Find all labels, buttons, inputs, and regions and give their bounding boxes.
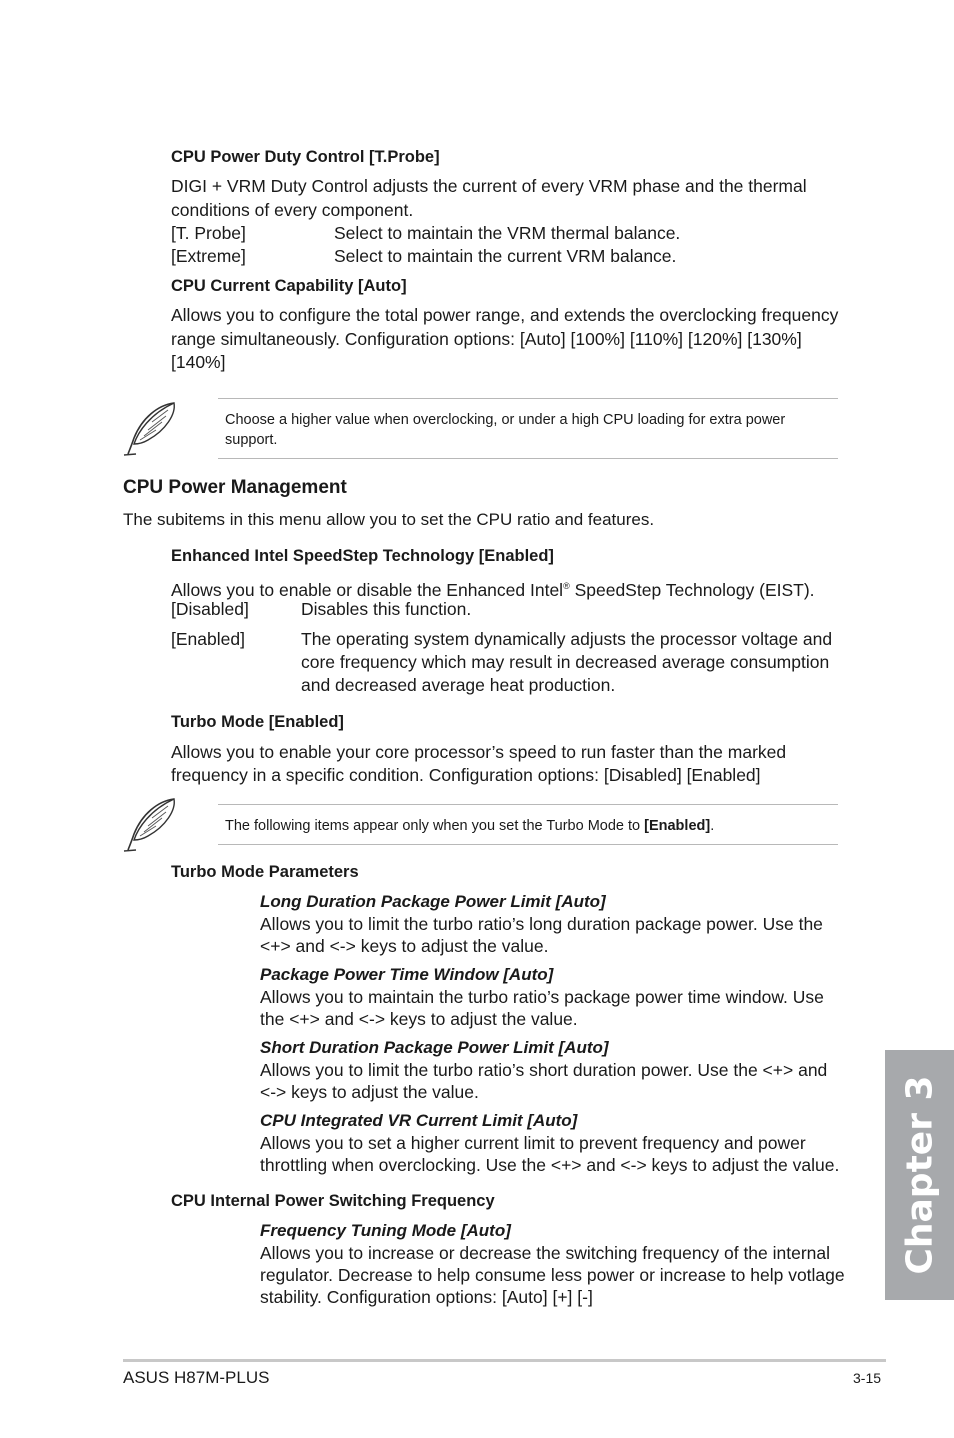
param-title-time-window: Package Power Time Window [Auto] xyxy=(260,965,554,984)
param-desc-frequency-tuning-line2: regulator. Decrease to help consume less power or increase to help votlage xyxy=(260,1265,845,1285)
current-capability-line1: Allows you to configure the total power range, and extends the overclocking frequency xyxy=(171,305,839,325)
note2-text: The following items appear only when you set the Turbo Mode to [Enabled]. xyxy=(225,818,715,834)
duty-control-desc-line2: conditions of every component. xyxy=(171,200,414,220)
param-desc-frequency-tuning-line3: stability. Configuration options: [Auto] [+] [-] xyxy=(260,1287,593,1307)
option-key-tprobe: [T. Probe] xyxy=(171,223,246,243)
note-rule-top xyxy=(218,398,838,399)
param-title-frequency-tuning: Frequency Tuning Mode [Auto] xyxy=(260,1221,511,1240)
footer-page-number: 3-15 xyxy=(853,1370,882,1386)
footer-product-name: ASUS H87M-PLUS xyxy=(123,1368,270,1387)
feather-pen-icon xyxy=(122,400,182,458)
option-key-extreme: [Extreme] xyxy=(171,246,246,266)
param-desc-time-window-line1: Allows you to maintain the turbo ratio’s package power time window. Use xyxy=(260,987,824,1007)
option-value-disabled: Disables this function. xyxy=(301,599,472,619)
eist-desc: Allows you to enable or disable the Enhanced Intel® SpeedStep Technology (EIST). xyxy=(171,579,815,600)
param-desc-vr-current-line2: throttling when overclocking. Use the <+> and <-> keys to adjust the value. xyxy=(260,1155,840,1175)
current-capability-line3: [140%] xyxy=(171,352,226,372)
param-desc-vr-current-line1: Allows you to set a higher current limit to prevent frequency and power xyxy=(260,1133,806,1153)
section-heading-switching-frequency: CPU Internal Power Switching Frequency xyxy=(171,1192,495,1210)
note1-line1: Choose a higher value when overclocking, or under a high CPU loading for extra power xyxy=(225,412,786,428)
section-heading-eist: Enhanced Intel SpeedStep Technology [Enabled] xyxy=(171,547,554,565)
current-capability-line2: range simultaneously. Configuration options: [Auto] [100%] [110%] [120%] [130%] xyxy=(171,329,802,349)
section-heading-duty-control: CPU Power Duty Control [T.Probe] xyxy=(171,148,440,166)
duty-control-desc-line1: DIGI + VRM Duty Control adjusts the current of every VRM phase and the thermal xyxy=(171,176,807,196)
param-desc-short-duration-line1: Allows you to limit the turbo ratio’s short duration power. Use the <+> and xyxy=(260,1060,828,1080)
turbo-mode-line2: frequency in a specific condition. Configuration options: [Disabled] [Enabled] xyxy=(171,765,761,785)
power-management-desc: The subitems in this menu allow you to set the CPU ratio and features. xyxy=(123,510,655,529)
chapter-tab xyxy=(885,1050,954,1300)
option-value-enabled-line2: core frequency which may result in decreased average consumption xyxy=(301,652,830,672)
option-value-tprobe: Select to maintain the VRM thermal balance. xyxy=(334,223,681,243)
section-heading-current-capability: CPU Current Capability [Auto] xyxy=(171,277,407,295)
param-desc-long-duration-line1: Allows you to limit the turbo ratio’s long duration package power. Use the xyxy=(260,914,823,934)
option-value-extreme: Select to maintain the current VRM balance. xyxy=(334,246,677,266)
note1-line2: support. xyxy=(225,432,278,448)
param-desc-time-window-line2: the <+> and <-> keys to adjust the value. xyxy=(260,1009,578,1029)
chapter-tab-label: Chapter 3 xyxy=(899,1075,940,1275)
param-desc-long-duration-line2: <+> and <-> keys to adjust the value. xyxy=(260,936,549,956)
option-value-enabled-line1: The operating system dynamically adjusts the processor voltage and xyxy=(301,629,833,649)
note2-rule-top xyxy=(218,804,838,805)
param-title-vr-current: CPU Integrated VR Current Limit [Auto] xyxy=(260,1111,578,1130)
turbo-mode-line1: Allows you to enable your core processor’s speed to run faster than the marked xyxy=(171,742,787,762)
option-key-disabled: [Disabled] xyxy=(171,599,249,619)
section-heading-power-management: CPU Power Management xyxy=(123,477,347,498)
note-rule-bottom xyxy=(218,458,838,459)
section-heading-turbo-params: Turbo Mode Parameters xyxy=(171,863,359,881)
section-heading-turbo-mode: Turbo Mode [Enabled] xyxy=(171,713,344,731)
option-key-enabled: [Enabled] xyxy=(171,629,245,649)
param-title-long-duration: Long Duration Package Power Limit [Auto] xyxy=(260,892,606,911)
param-desc-frequency-tuning-line1: Allows you to increase or decrease the switching frequency of the internal xyxy=(260,1243,831,1263)
option-value-enabled-line3: and decreased average heat production. xyxy=(301,675,616,695)
param-title-short-duration: Short Duration Package Power Limit [Auto] xyxy=(260,1038,609,1057)
footer-rule xyxy=(123,1359,886,1362)
feather-pen-icon xyxy=(122,796,182,854)
param-desc-short-duration-line2: <-> keys to adjust the value. xyxy=(260,1082,479,1102)
note2-rule-bottom xyxy=(218,844,838,845)
